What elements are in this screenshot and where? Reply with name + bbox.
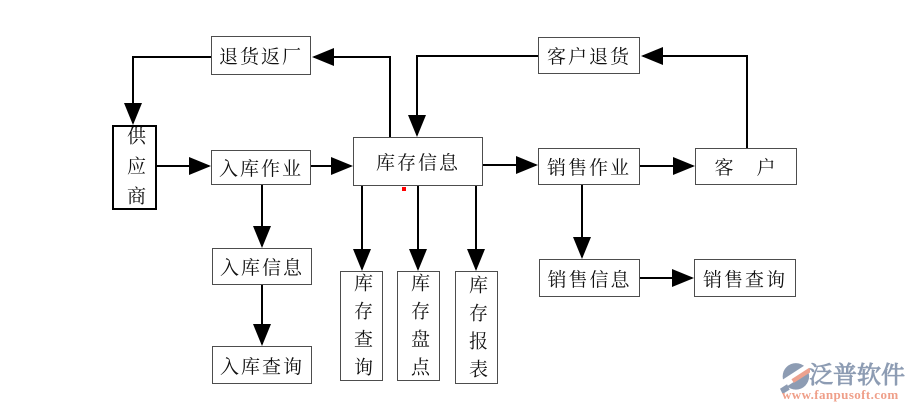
red-marker-dot [402,187,406,191]
edge-return-factory-to-supplier [133,57,211,123]
fanpu-watermark [778,358,911,406]
node-inventory-check: 库存盘点 [397,271,440,381]
brand-name: 泛普软件 [809,363,905,389]
node-inbound-query: 入库查询 [212,346,312,384]
node-inbound-operation: 入库作业 [211,150,311,185]
node-inventory-query: 库存查询 [340,271,383,381]
node-inventory-report: 库存报表 [455,271,498,384]
node-sales-query: 销售查询 [694,259,796,297]
node-return-factory: 退货返厂 [211,36,311,75]
brand-url: www.fanpusoft.com [782,387,899,402]
edge-customer-to-customer-return [643,56,747,148]
edge-inventory-info-to-return-factory [314,57,390,137]
node-customer: 客 户 [695,148,797,185]
edge-customer-return-to-inventory-info [417,56,538,135]
node-inbound-info: 入库信息 [212,248,312,285]
node-customer-return: 客户退货 [538,37,640,74]
node-sales-info: 销售信息 [539,259,640,297]
node-sales-operation: 销售作业 [538,148,640,185]
node-inventory-info: 库存信息 [353,137,483,186]
node-supplier: 供应商 [112,125,157,210]
